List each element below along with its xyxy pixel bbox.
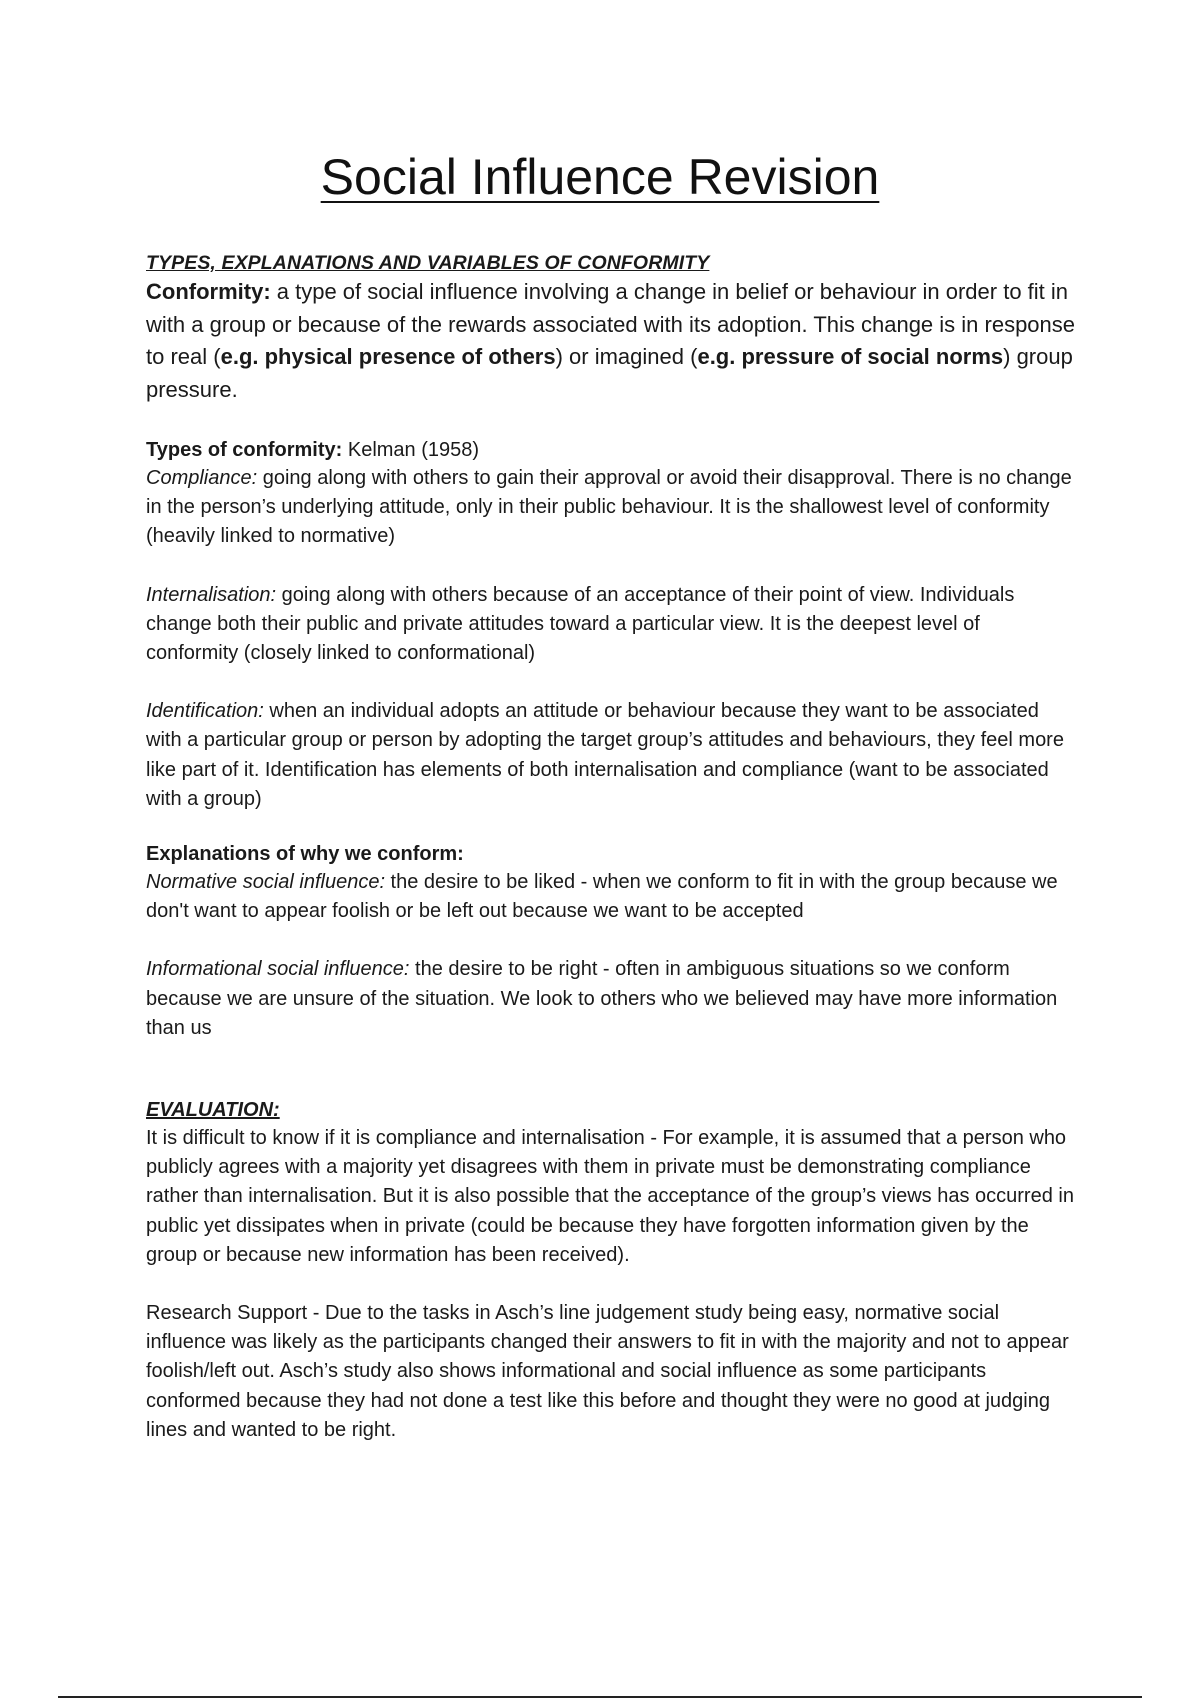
explanation-informational-text: the desire to be right - often in ambiguous situations so we conform because we are unsure of the situation. We look to others who we believed may have more information than us [146, 958, 1058, 1039]
definition-example-real: e.g. physical presence of others [220, 344, 556, 369]
evaluation-paragraph-1: It is difficult to know if it is compliance and internalisation - For example, it is assumed that a person who publicly agrees with a majority yet disagrees with them in private must be demonstrating compliance rather than internalisation. But it is also possible that the acceptance of the group’s views has occurred in public yet dissipates when in private (could be because they have forgotten information given by the group or because new information has been received). [146, 1127, 1074, 1266]
footer-rule [58, 1696, 1142, 1698]
type-compliance [146, 464, 1076, 552]
type-internalisation-text: going along with others because of an acceptance of their point of view. Individuals change both their public and private attitudes toward a particular view. It is the deepest level of conformity (closely linked to conformational) [146, 583, 1015, 665]
type-compliance-text: going along with others to gain their approval or avoid their disapproval. There is no change in the person’s underlying attitude, only in their public behaviour. It is the shallowest level of conformity (heavily linked to normative) [146, 467, 1072, 548]
explanation-informational-term: Informational social influence: [146, 958, 410, 981]
explanations-heading: Explanations of why we conform: [146, 843, 464, 866]
definition-term: Conformity: [146, 279, 271, 304]
evaluation-paragraph-2: Research Support - Due to the tasks in Asch’s line judgement study being easy, normative social influence was likely as the participants changed their answers to fit in with the majority and not to appear foolish/left out. Asch’s study also shows informational and social influence as some participants conformed because they had not done a test like this before and thought they were no good at judging lines and wanted to be right. [146, 1302, 1069, 1441]
definition-example-imagined: e.g. pressure of social norms [697, 344, 1004, 369]
explanation-normative [146, 868, 1076, 926]
type-internalisation [146, 581, 1076, 669]
type-identification [146, 697, 1076, 814]
definition-text-2: ) or imagined ( [555, 344, 698, 369]
definition-text-3: ) group pressure. [146, 344, 1073, 402]
explanation-normative-term: Normative social influence: [146, 871, 385, 894]
explanation-informational [146, 955, 1076, 1043]
types-source: Kelman (1958) [342, 439, 480, 461]
type-identification-term: Identification: [146, 700, 264, 723]
page-title: Social Influence Revision [320, 149, 880, 205]
definition-text-1: a type of social influence involving a change in belief or behaviour in order to fit in with a group or because of the rewards associated with its adoption. This change is in response to real ( [146, 279, 1076, 369]
conformity-definition [146, 276, 1076, 406]
document-body [146, 250, 1076, 1445]
type-internalisation-term: Internalisation: [146, 583, 277, 606]
types-heading [146, 436, 1076, 464]
section-heading-conformity: TYPES, EXPLANATIONS AND VARIABLES OF CONFORMITY [146, 252, 710, 274]
evaluation-heading: EVALUATION: [146, 1099, 280, 1122]
type-compliance-term: Compliance: [146, 467, 258, 489]
explanation-normative-text: the desire to be liked - when we conform to fit in with the group because we don't want to appear foolish or be left out because we want to be accepted [146, 871, 1058, 923]
type-identification-text: when an individual adopts an attitude or behaviour because they want to be associated with a particular group or person by adopting the target group’s attitudes and behaviours, they feel more like part of it. Identification has elements of both internalisation and compliance (want to be associated with a group) [146, 700, 1064, 810]
types-label: Types of conformity: [146, 439, 343, 461]
